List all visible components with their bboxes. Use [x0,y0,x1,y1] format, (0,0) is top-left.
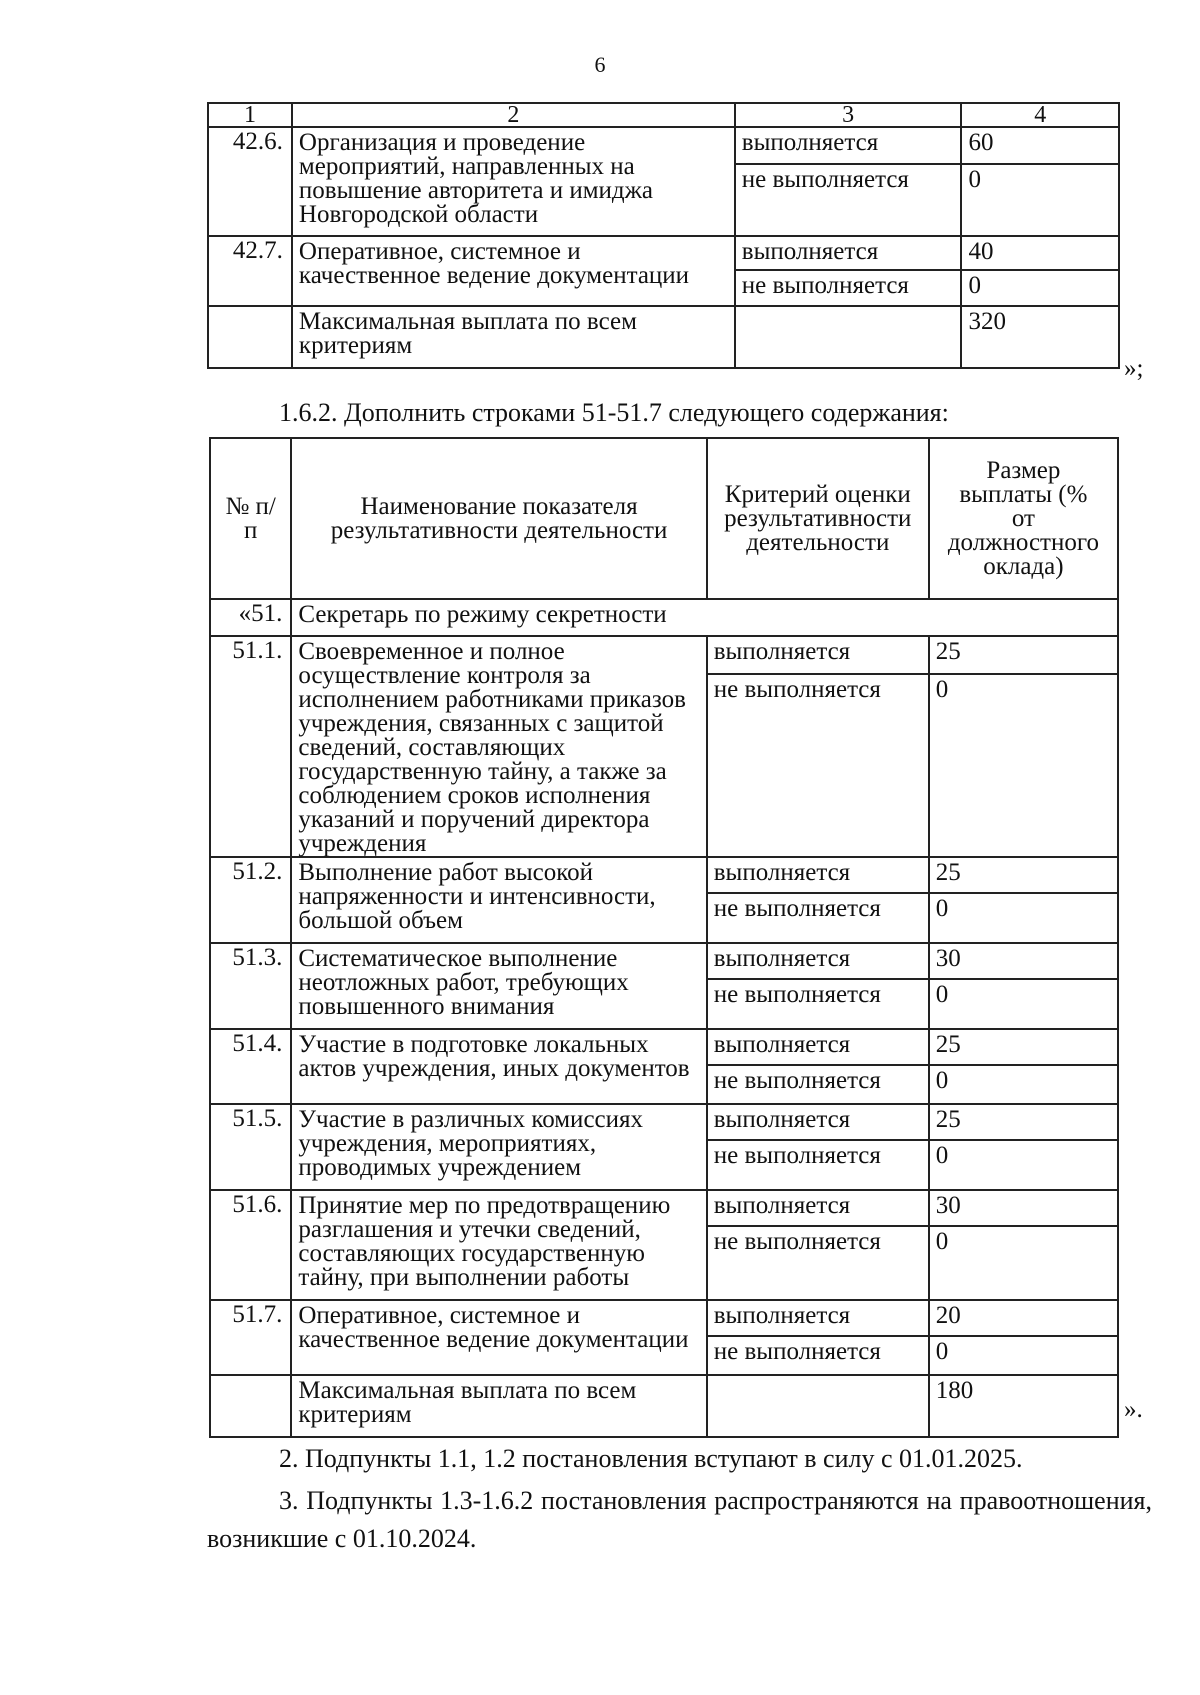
closing-quote: ». [1124,1396,1143,1423]
column-number: 4 [961,103,1119,127]
paragraph-3: 3. Подпункты 1.3-1.6.2 постановления распространяются на правоотношения, возникшие с 01.10.2024. [207,1486,1152,1553]
payment-value: 60 [961,127,1119,164]
criterion: выполняется [735,236,962,270]
payment-value: 0 [929,1226,1118,1300]
criteria-table-continued [207,102,1120,369]
indicator-name: Участие в различных комиссиях учреждения, мероприятиях, проводимых учреждением [291,1104,706,1190]
criterion: выполняется [707,1300,929,1336]
row-number: 51.3. [210,943,291,1029]
indicator-name: Организация и проведение мероприятий, направленных на повышение авторитета и имиджа Новгородской области [292,127,735,236]
indicator-name: Оперативное, системное и качественное ведение документации [291,1300,706,1375]
criterion: не выполняется [735,164,962,236]
payment-value: 0 [929,1065,1118,1104]
criterion: не выполняется [707,1336,929,1375]
payment-value: 25 [929,857,1118,893]
table-row [210,1104,1118,1140]
indicator-name: Своевременное и полное осуществление контроля за исполнением работниками приказов учреждения, связанных с защитой сведений, составляющих государственную тайну, а также за соблюдением сроков исполнения указаний и поручений директора учреждения [291,636,706,857]
row-number: 42.7. [208,236,292,306]
indicator-name: Оперативное, системное и качественное ведение документации [292,236,735,306]
criterion: выполняется [707,1029,929,1065]
table-row [210,1300,1118,1336]
payment-value: 25 [929,1029,1118,1065]
section-title: Секретарь по режиму секретности [291,599,1118,636]
criterion: не выполняется [735,270,962,306]
indicator-name: Систематическое выполнение неотложных работ, требующих повышенного внимания [291,943,706,1029]
table-row [210,636,1118,674]
payment-value: 0 [929,674,1118,857]
table-row [210,857,1118,893]
payment-value: 40 [961,236,1119,270]
criterion: выполняется [707,1104,929,1140]
indicator-name: Принятие мер по предотвращению разглашения и утечки сведений, составляющих государственную тайну, при выполнении работы [291,1190,706,1300]
table-row [210,1190,1118,1226]
criterion: не выполняется [707,1226,929,1300]
criterion: выполняется [707,857,929,893]
intro-text: 1.6.2. Дополнить строками 51-51.7 следующего содержания: [279,398,949,427]
row-number: 51.1. [210,636,291,857]
payment-value: 20 [929,1300,1118,1336]
page-number: 6 [594,52,606,77]
column-number: 3 [735,103,962,127]
criterion: выполняется [707,636,929,674]
section-number: «51. [210,599,291,636]
criterion: не выполняется [707,979,929,1029]
payment-value: 30 [929,943,1118,979]
payment-value: 0 [929,979,1118,1029]
criteria-table-new [209,437,1119,1438]
column-number-row [208,103,1119,127]
criterion: выполняется [735,127,962,164]
section-row [210,599,1118,636]
criterion: выполняется [707,943,929,979]
criterion: не выполняется [707,1140,929,1190]
payment-value: 25 [929,1104,1118,1140]
total-label: Максимальная выплата по всем критериям [291,1375,706,1437]
payment-value: 25 [929,636,1118,674]
payment-value: 0 [929,893,1118,943]
closing-quote: »; [1124,355,1144,382]
total-value: 180 [929,1375,1118,1437]
row-number: 42.6. [208,127,292,236]
payment-value: 0 [929,1140,1118,1190]
total-label: Максимальная выплата по всем критериям [292,306,735,368]
row-number: 51.4. [210,1029,291,1104]
row-number: 51.5. [210,1104,291,1190]
table-row [210,1029,1118,1065]
row-number: 51.2. [210,857,291,943]
row-number: 51.7. [210,1300,291,1375]
criterion: не выполняется [707,893,929,943]
total-row [210,1375,1118,1437]
header-criterion: Критерий оценки результативности деятельности [707,438,929,599]
table-row [208,236,1119,270]
paragraph-2: 2. Подпункты 1.1, 1.2 постановления вступают в силу с 01.01.2025. [279,1444,1023,1473]
table-row [210,943,1118,979]
payment-value: 0 [961,164,1119,236]
payment-value: 30 [929,1190,1118,1226]
column-number: 2 [292,103,735,127]
criterion: не выполняется [707,1065,929,1104]
indicator-name: Участие в подготовке локальных актов учреждения, иных документов [291,1029,706,1104]
total-row [208,306,1119,368]
header-indicator: Наименование показателя результативности деятельности [291,438,706,599]
header-row [210,438,1118,599]
header-number: № п/п [210,438,291,599]
header-size: Размер выплаты (% от должностного оклада) [929,438,1118,599]
table-row [208,127,1119,164]
row-number: 51.6. [210,1190,291,1300]
criterion: не выполняется [707,674,929,857]
criterion: выполняется [707,1190,929,1226]
payment-value: 0 [961,270,1119,306]
total-value: 320 [961,306,1119,368]
column-number: 1 [208,103,292,127]
payment-value: 0 [929,1336,1118,1375]
indicator-name: Выполнение работ высокой напряженности и интенсивности, большой объем [291,857,706,943]
